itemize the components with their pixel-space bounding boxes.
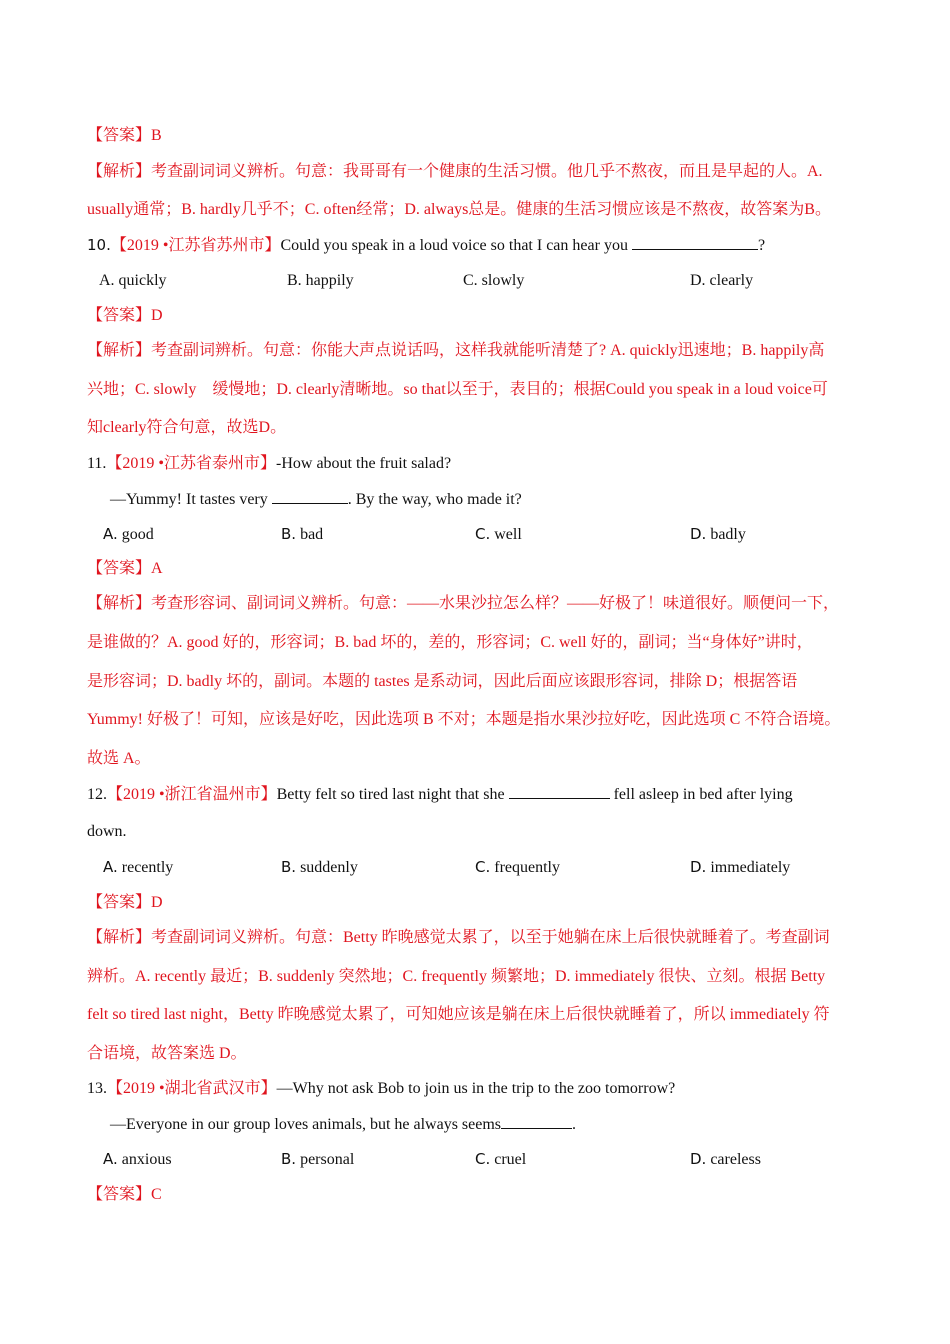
option-d: D. badly [690,525,746,543]
question-end-mark: ? [757,237,766,254]
question-number: 12. [87,786,107,803]
option-d: D. careless [690,1150,761,1168]
explanation-line: 【解析】考查副词辨析。句意：你能大声点说话吗，这样我就能听清楚了? A. quickly迅速地；B. happily高 [87,342,825,359]
question-source: 【2019 •浙江省温州市】 [107,786,277,803]
answer-line: 【答案】C [87,1186,162,1203]
explanation-line: 【解析】考查形容词、副词词义辨析。句意：——水果沙拉怎么样？——好极了！味道很好。顺便问一下， [87,595,840,612]
question-12-stem [87,784,793,805]
option-a: A. recently [103,858,174,876]
reply-text-end: . [572,1116,577,1133]
question-text: -How about the fruit salad? [276,455,452,472]
option-b: B. personal [281,1150,355,1168]
answer-line: 【答案】D [87,894,163,911]
reply-text: —Everyone in our group loves animals, but he always seems [110,1116,502,1133]
answer-blank [501,1114,572,1129]
explanation-line: 【解析】考查副词词义辨析。句意：我哥哥有一个健康的生活习惯。他几乎不熬夜，而且是早起的人。A. [87,163,823,180]
question-number: 10. [87,236,111,254]
option-b: B. suddenly [281,858,358,876]
question-source: 【2019 •江苏省苏州市】 [110,237,281,254]
question-text-end: fell asleep in bed after lying [609,786,793,803]
reply-text: —Yummy! It tastes very [110,491,272,508]
explanation-line: 是谁做的？A. good 好的，形容词；B. bad 坏的，差的，形容词；C. well 好的，副词；当“身体好”讲时， [87,634,813,651]
explanation-line: felt so tired last night，Betty 昨晚感觉太累了，可知她应该是躺在床上后很快就睡着了，所以 immediately 符 [87,1006,830,1023]
question-11-stem [87,454,451,474]
option-d: D. immediately [690,858,791,876]
answer-blank [272,489,348,504]
question-number: 11. [87,455,107,472]
option-c: C. well [475,525,522,543]
question-source: 【2019 •湖北省武汉市】 [107,1080,277,1097]
option-c: C. cruel [475,1150,527,1168]
question-11-reply [110,489,522,510]
answer-blank [509,784,610,799]
question-text: Could you speak in a loud voice so that I can hear you [280,237,632,254]
option-a: A. good [103,525,154,543]
question-text: Betty felt so tired last night that she [276,786,509,803]
explanation-line: 【解析】考查副词词义辨析。句意：Betty 昨晚感觉太累了，以至于她躺在床上后很快就睡着了。考查副词 [87,929,830,946]
question-text: —Why not ask Bob to join us in the trip to the zoo tomorrow? [276,1080,676,1097]
explanation-line: 辨析。A. recently 最近；B. suddenly 突然地；C. frequently 频繁地；D. immediately 很快、立刻。根据 Betty [87,968,826,985]
reply-text-end: . By the way, who made it? [347,491,522,508]
option-a: A. anxious [103,1150,172,1168]
option-c: C. slowly [463,272,525,289]
option-d: D. clearly [690,272,754,289]
question-13-stem [87,1079,675,1099]
question-source: 【2019 •江苏省泰州市】 [106,455,277,472]
explanation-line: 兴地；C. slowly 缓慢地；D. clearly清晰地。so that以至于，表目的；根据Could you speak in a loud voice可 [87,381,828,398]
option-c: C. frequently [475,858,560,876]
explanation-line: Yummy! 好极了！可知，应该是好吃，因此选项 B 不对；本题是指水果沙拉好吃，因此选项 C 不符合语境。 [87,711,841,728]
answer-blank [632,235,758,250]
question-number: 13. [87,1080,107,1097]
option-b: B. happily [287,272,354,289]
option-b: B. bad [281,525,324,543]
answer-line: 【答案】A [87,560,163,577]
answer-line: 【答案】B [87,127,162,144]
question-13-reply [110,1114,576,1135]
explanation-line: 合语境，故答案选 D。 [87,1045,247,1062]
option-a: A. quickly [99,272,167,289]
answer-line: 【答案】D [87,307,163,324]
explanation-line: 知clearly符合句意，故选D。 [87,419,287,436]
explanation-line: usually通常；B. hardly几乎不；C. often经常；D. always总是。健康的生活习惯应该是不熬夜，故答案为B。 [87,201,831,218]
explanation-line: 是形容词；D. badly 坏的，副词。本题的 tastes 是系动词，因此后面应该跟形容词，排除 D；根据答语 [87,673,798,690]
question-12-stem-cont: down. [87,823,127,840]
question-10-stem [87,235,765,256]
explanation-line: 故选 A。 [87,750,151,767]
